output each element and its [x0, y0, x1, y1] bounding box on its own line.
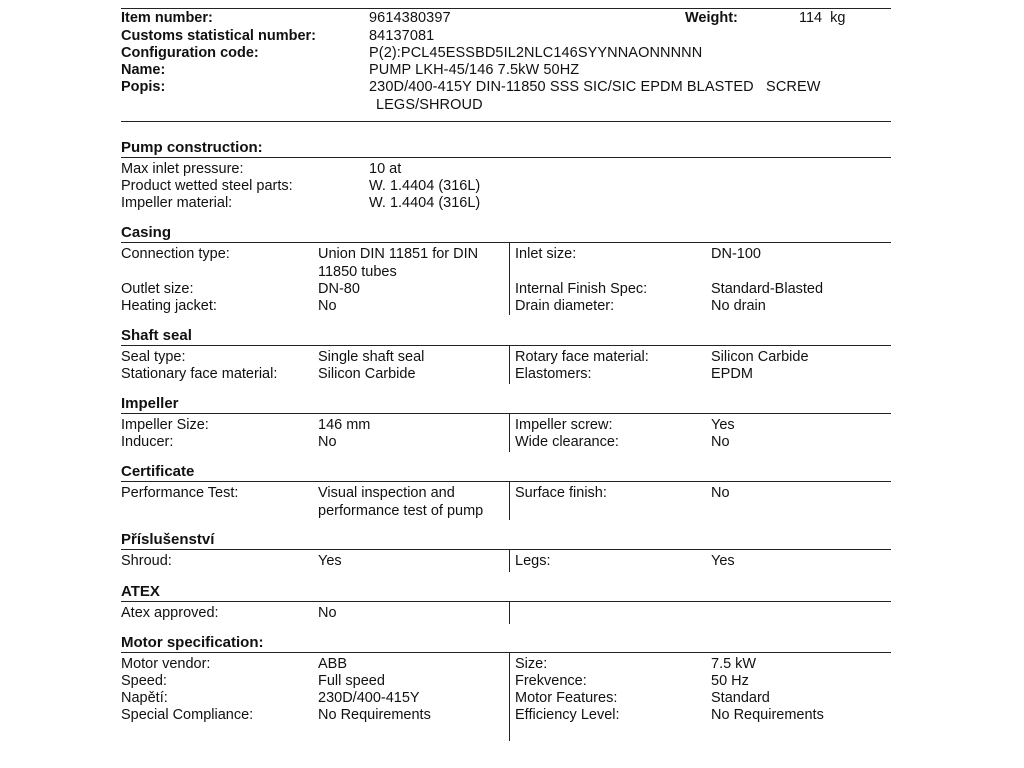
spec-value: EPDM: [711, 366, 753, 382]
weight-value: 114 kg: [799, 10, 846, 26]
spec-value: No Requirements: [711, 707, 824, 723]
column-divider: [509, 653, 510, 741]
customs-label: Customs statistical number:: [121, 28, 316, 44]
weight-label: Weight:: [685, 10, 738, 26]
spec-label: Special Compliance:: [121, 707, 254, 723]
spec-label: Impeller material:: [121, 195, 233, 211]
spec-value: 230D/400-415Y: [318, 690, 420, 706]
spec-value: W. 1.4404 (316L): [369, 195, 481, 211]
section-divider: [121, 481, 891, 482]
spec-value: W. 1.4404 (316L): [369, 178, 481, 194]
popis-row: [121, 79, 821, 96]
spec-value: No: [318, 298, 337, 314]
spec-label: Heating jacket:: [121, 298, 217, 314]
spec-label: Motor vendor:: [121, 656, 211, 672]
spec-value: No Requirements: [318, 707, 431, 723]
spec-label: Efficiency Level:: [515, 707, 620, 723]
spec-label: Impeller screw:: [515, 417, 613, 433]
section-title: Motor specification:: [121, 634, 264, 651]
column-divider: [509, 414, 510, 452]
section-title: Příslušenství: [121, 531, 215, 548]
section-divider: [121, 157, 891, 158]
spec-label: Surface finish:: [515, 485, 607, 501]
section-title: Pump construction:: [121, 139, 263, 156]
spec-value: Yes: [711, 553, 735, 569]
column-divider: [509, 550, 510, 572]
spec-value: Standard-Blasted: [711, 281, 824, 297]
spec-label: Drain diameter:: [515, 298, 615, 314]
column-divider: [509, 602, 510, 624]
spec-value: Full speed: [318, 673, 385, 689]
spec-label: Inducer:: [121, 434, 174, 450]
spec-label: Atex approved:: [121, 605, 219, 621]
spec-value: Single shaft seal: [318, 349, 425, 365]
spec-value: Silicon Carbide: [711, 349, 809, 365]
item-number-row: [121, 10, 451, 27]
spec-value: Yes: [318, 553, 342, 569]
section-divider: [121, 601, 891, 602]
section-title: Impeller: [121, 395, 179, 412]
spec-value: 10 at: [369, 161, 402, 177]
spec-value: No: [318, 605, 337, 621]
customs-row: [121, 28, 435, 45]
spec-label: Performance Test:: [121, 485, 239, 501]
section-divider: [121, 652, 891, 653]
spec-label: Seal type:: [121, 349, 186, 365]
spec-label: Max inlet pressure:: [121, 161, 244, 177]
section-divider: [121, 345, 891, 346]
spec-value: Silicon Carbide: [318, 366, 416, 382]
popis-label: Popis:: [121, 79, 166, 95]
spec-value: 146 mm: [318, 417, 371, 433]
name-value: PUMP LKH-45/146 7.5kW 50HZ: [369, 62, 580, 78]
spec-label: Shroud:: [121, 553, 172, 569]
spec-value: Yes: [711, 417, 735, 433]
spec-label: Connection type:: [121, 246, 230, 262]
spec-value: No: [711, 434, 730, 450]
spec-value: Visual inspection and performance test of pump: [318, 485, 484, 519]
spec-label: Motor Features:: [515, 690, 618, 706]
customs-value: 84137081: [369, 28, 435, 44]
spec-value: Standard: [711, 690, 770, 706]
spec-label: Speed:: [121, 673, 167, 689]
spec-value: 7.5 kW: [711, 656, 757, 672]
spec-label: Napětí:: [121, 690, 168, 706]
spec-label: Stationary face material:: [121, 366, 278, 382]
item-number-value: 9614380397: [369, 10, 451, 26]
spec-label: Elastomers:: [515, 366, 592, 382]
item-number-label: Item number:: [121, 10, 213, 26]
config-row: [121, 45, 703, 62]
spec-label: Legs:: [515, 553, 551, 569]
spec-label: Outlet size:: [121, 281, 194, 297]
spec-value: Union DIN 11851 for DIN 11850 tubes: [318, 246, 479, 280]
spec-label: Product wetted steel parts:: [121, 178, 293, 194]
spec-label: Inlet size:: [515, 246, 577, 262]
spec-label: Rotary face material:: [515, 349, 649, 365]
datasheet: [121, 8, 891, 723]
spec-value: DN-100: [711, 246, 761, 262]
section-title: Certificate: [121, 463, 195, 480]
config-label: Configuration code:: [121, 45, 259, 61]
section-title: ATEX: [121, 583, 160, 600]
spec-value: DN-80: [318, 281, 360, 297]
popis-value-line1: 230D/400-415Y DIN-11850 SSS SIC/SIC EPDM BLASTED SCREW: [369, 79, 821, 95]
item-header: [121, 8, 891, 122]
spec-value: 50 Hz: [711, 673, 749, 689]
spec-label: Impeller Size:: [121, 417, 209, 433]
column-divider: [509, 482, 510, 520]
section-divider: [121, 242, 891, 243]
column-divider: [509, 346, 510, 384]
spec-value: No: [711, 485, 730, 501]
name-row: [121, 62, 580, 79]
spec-label: Size:: [515, 656, 548, 672]
config-value: P(2):PCL45ESSBD5IL2NLC146SYYNNAONNNNN: [369, 45, 703, 61]
column-divider: [509, 243, 510, 315]
spec-value: ABB: [318, 656, 348, 672]
spec-value: No: [318, 434, 337, 450]
spec-value: No drain: [711, 298, 766, 314]
section-title: Casing: [121, 224, 172, 241]
spec-label: Wide clearance:: [515, 434, 619, 450]
popis-value-line2: LEGS/SHROUD: [376, 97, 483, 113]
section-divider: [121, 413, 891, 414]
spec-label: Internal Finish Spec:: [515, 281, 648, 297]
section-title: Shaft seal: [121, 327, 192, 344]
section-divider: [121, 549, 891, 550]
name-label: Name:: [121, 62, 166, 78]
spec-label: Frekvence:: [515, 673, 587, 689]
